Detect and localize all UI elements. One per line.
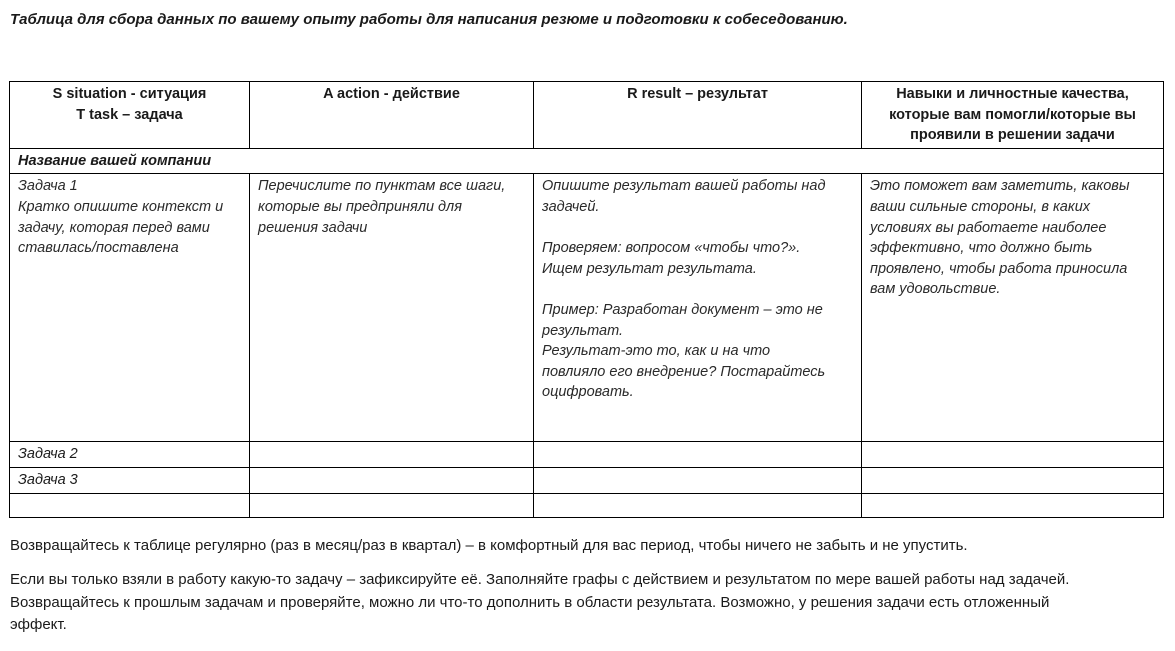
note-line: эффект.: [10, 616, 67, 633]
cell-text-line: Результат-это то, как и на что: [542, 343, 771, 360]
cell-text-line: ставилась/поставлена: [18, 240, 179, 257]
task3-situation-cell[interactable]: Задача 3: [10, 467, 250, 493]
table-row: [10, 467, 1164, 493]
header-task-label: T task – задача: [76, 106, 183, 123]
table-row: [10, 174, 1164, 442]
cell-text-line: задачу, которая перед вами: [18, 219, 210, 236]
cell-text-line: проявлено, чтобы работа приносила: [870, 260, 1128, 277]
table-row: [10, 493, 1164, 517]
cell-text-line: решения задачи: [258, 219, 368, 236]
cell-text-line: которые вы предприняли для: [258, 198, 462, 215]
cell-text-line: Это поможет вам заметить, каковы: [870, 178, 1130, 195]
note-regular-return: Возвращайтесь к таблице регулярно (раз в месяц/раз в квартал) – в комфортный для вас период, чтобы ничего не забыть и не упустить.: [10, 537, 968, 554]
note-line: Если вы только взяли в работу какую-то задачу – зафиксируйте её. Заполняйте графы с действием и результатом по мере вашей работы над задачей.: [10, 571, 1070, 588]
company-row: [10, 148, 1164, 174]
header-skills-line: которые вам помогли/которые вы: [889, 106, 1136, 123]
empty-cell[interactable]: [862, 493, 1164, 517]
table-header-row: [10, 82, 1164, 149]
task1-skills-cell[interactable]: [862, 174, 1164, 442]
cell-text-line: оцифровать.: [542, 384, 634, 401]
header-result: R result – результат: [534, 82, 862, 149]
task1-action-cell[interactable]: [250, 174, 534, 442]
cell-text-line: Кратко опишите контекст и: [18, 198, 224, 215]
company-name-cell[interactable]: Название вашей компании: [10, 148, 1164, 174]
task2-situation-cell[interactable]: Задача 2: [10, 442, 250, 468]
cell-text-line: Перечислите по пунктам все шаги,: [258, 178, 506, 195]
note-line: Возвращайтесь к прошлым задачам и проверяйте, можно ли что-то дополнить в области результата. Возможно, у решения задачи есть отложенный: [10, 593, 1050, 611]
cell-text-line: вам удовольствие.: [870, 281, 1001, 298]
task2-skills-cell[interactable]: [862, 442, 1164, 468]
header-situation-label: S situation - ситуация: [52, 86, 207, 102]
cell-text-line: результат.: [542, 322, 624, 339]
task2-result-cell[interactable]: [534, 442, 862, 468]
cell-text-line: задачей.: [542, 198, 600, 215]
document-title: Таблица для сбора данных по вашему опыту работы для написания резюме и подготовки к собеседованию.: [10, 11, 848, 28]
header-skills-line: Навыки и личностные качества,: [896, 86, 1129, 102]
task1-result-cell[interactable]: [534, 174, 862, 442]
cell-text-line: Проверяем: вопросом «чтобы что?».: [542, 240, 801, 257]
task3-result-cell[interactable]: [534, 467, 862, 493]
cell-text-line: эффективно, что должно быть: [870, 240, 1093, 257]
cell-text-line: условиях вы работаете наиболее: [870, 219, 1107, 236]
empty-cell[interactable]: [250, 493, 534, 517]
cell-text-line: Задача 1: [18, 178, 78, 195]
cell-text-line: Пример: Разработан документ – это не: [542, 301, 823, 318]
paragraph-gap: [542, 279, 853, 300]
header-action: A action - действие: [250, 82, 534, 149]
header-skills-line: проявили в решении задачи: [910, 127, 1115, 144]
cell-text-line: повлияло его внедрение? Постарайтесь: [542, 363, 826, 380]
task3-skills-cell[interactable]: [862, 467, 1164, 493]
task1-situation-cell[interactable]: [10, 174, 250, 442]
cell-text-line: ваши сильные стороны, в каких: [870, 198, 1091, 215]
note-fix-task: [10, 569, 1130, 637]
cell-text-line: Опишите результат вашей работы над: [542, 178, 826, 195]
paragraph-gap: [542, 218, 853, 239]
cell-text-line: Ищем результат результата.: [542, 260, 757, 277]
header-situation-task: [10, 82, 250, 149]
header-skills: [862, 82, 1164, 149]
empty-cell[interactable]: [534, 493, 862, 517]
table-row: [10, 442, 1164, 468]
task2-action-cell[interactable]: [250, 442, 534, 468]
star-table: [9, 81, 1164, 518]
empty-cell[interactable]: [10, 493, 250, 517]
task3-action-cell[interactable]: [250, 467, 534, 493]
